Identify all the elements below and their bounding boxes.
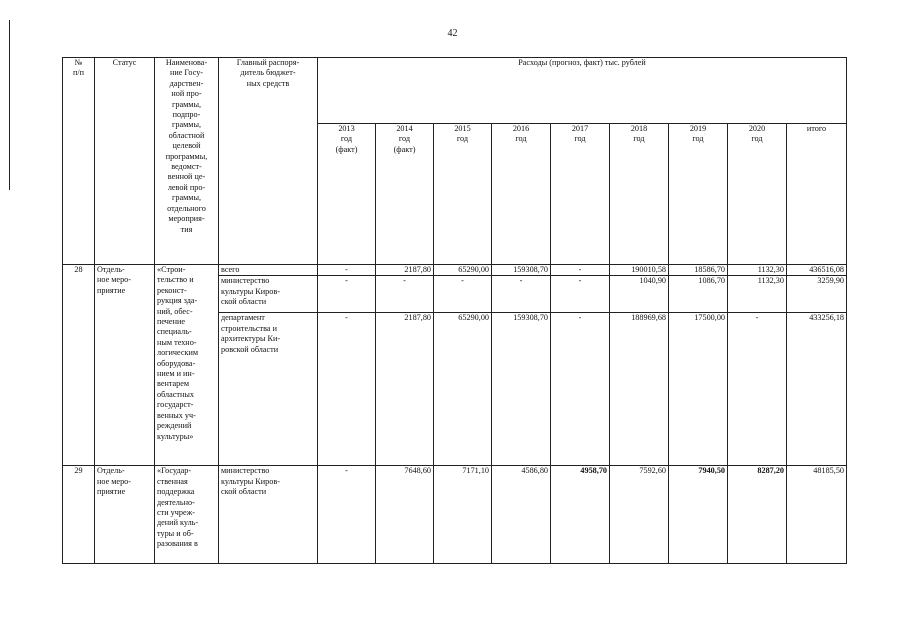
value-cell: 2187,80 xyxy=(376,265,434,276)
margin-line xyxy=(9,20,10,190)
value-cell: - xyxy=(318,313,376,466)
value-cell: 190010,58 xyxy=(610,265,669,276)
value-cell: - xyxy=(551,313,610,466)
value-cell: 1132,30 xyxy=(728,276,787,313)
header-row xyxy=(63,58,847,124)
row-administrator: всего xyxy=(219,265,318,276)
header-num: № п/п xyxy=(63,58,95,265)
value-cell: - xyxy=(551,265,610,276)
value-cell: 433256,18 xyxy=(787,313,847,466)
row-number: 29 xyxy=(63,466,95,564)
row-number: 28 xyxy=(63,265,95,466)
value-cell: - xyxy=(551,276,610,313)
header-administrator: Главный распоря- дитель бюджет- ных средств xyxy=(219,58,318,265)
value-cell: 159308,70 xyxy=(492,265,551,276)
value-cell: 1132,30 xyxy=(728,265,787,276)
value-cell: 436516,08 xyxy=(787,265,847,276)
value-cell: 48185,50 xyxy=(787,466,847,564)
value-cell: 7592,60 xyxy=(610,466,669,564)
value-cell: 1086,70 xyxy=(669,276,728,313)
value-cell: 2187,80 xyxy=(376,313,434,466)
row-administrator: министерство культуры Киров- ской области xyxy=(219,466,318,564)
table-row xyxy=(63,265,847,276)
header-status: Статус xyxy=(95,58,155,265)
header-name: Наименова- ние Госу- дарствен- ной про- граммы, подпро- граммы, областной целевой программы, ведомст- венной це- левой про- граммы, отдельного мероприя- тия xyxy=(155,58,219,265)
row-administrator: министерство культуры Киров- ской области xyxy=(219,276,318,313)
value-cell: 159308,70 xyxy=(492,313,551,466)
row-status: Отдель- ное меро- приятие xyxy=(95,265,155,466)
value-cell: 8287,20 xyxy=(728,466,787,564)
value-cell: - xyxy=(318,265,376,276)
header-year: 2017 год xyxy=(551,124,610,265)
budget-table xyxy=(62,57,847,564)
value-cell: 65290,00 xyxy=(434,265,492,276)
value-cell: 1040,90 xyxy=(610,276,669,313)
header-year: 2016 год xyxy=(492,124,551,265)
header-year: 2015 год xyxy=(434,124,492,265)
header-year: 2019 год xyxy=(669,124,728,265)
value-cell: 7171,10 xyxy=(434,466,492,564)
value-cell: - xyxy=(492,276,551,313)
page-number: 42 xyxy=(447,28,458,39)
header-year: 2013 год (факт) xyxy=(318,124,376,265)
value-cell: 7940,50 xyxy=(669,466,728,564)
value-cell: 3259,90 xyxy=(787,276,847,313)
row-name: «Строи- тельство и реконст- рукция зда- ний, обес- печение специаль- ным техно- логическим оборудова- нием и ин- вентарем областных государст- венных уч- реждений культуры» xyxy=(155,265,219,466)
row-administrator: департамент строительства и архитектуры Ки- ровской области xyxy=(219,313,318,466)
header-year: 2020 год xyxy=(728,124,787,265)
value-cell: 4586,80 xyxy=(492,466,551,564)
table-row xyxy=(63,466,847,564)
value-cell: 7648,60 xyxy=(376,466,434,564)
header-year: 2014 год (факт) xyxy=(376,124,434,265)
value-cell: - xyxy=(434,276,492,313)
value-cell: - xyxy=(376,276,434,313)
value-cell: - xyxy=(318,276,376,313)
value-cell: - xyxy=(318,466,376,564)
value-cell: 65290,00 xyxy=(434,313,492,466)
value-cell: - xyxy=(728,313,787,466)
row-name: «Государ- ственная поддержка деятельно- сти учреж- дений куль- туры и об- разования в xyxy=(155,466,219,564)
header-total: итого xyxy=(787,124,847,265)
value-cell: 4958,70 xyxy=(551,466,610,564)
row-status: Отдель- ное меро- приятие xyxy=(95,466,155,564)
value-cell: 188969,68 xyxy=(610,313,669,466)
value-cell: 18586,70 xyxy=(669,265,728,276)
header-year: 2018 год xyxy=(610,124,669,265)
value-cell: 17500,00 xyxy=(669,313,728,466)
header-expenses: Расходы (прогноз, факт) тыс. рублей xyxy=(318,58,847,124)
